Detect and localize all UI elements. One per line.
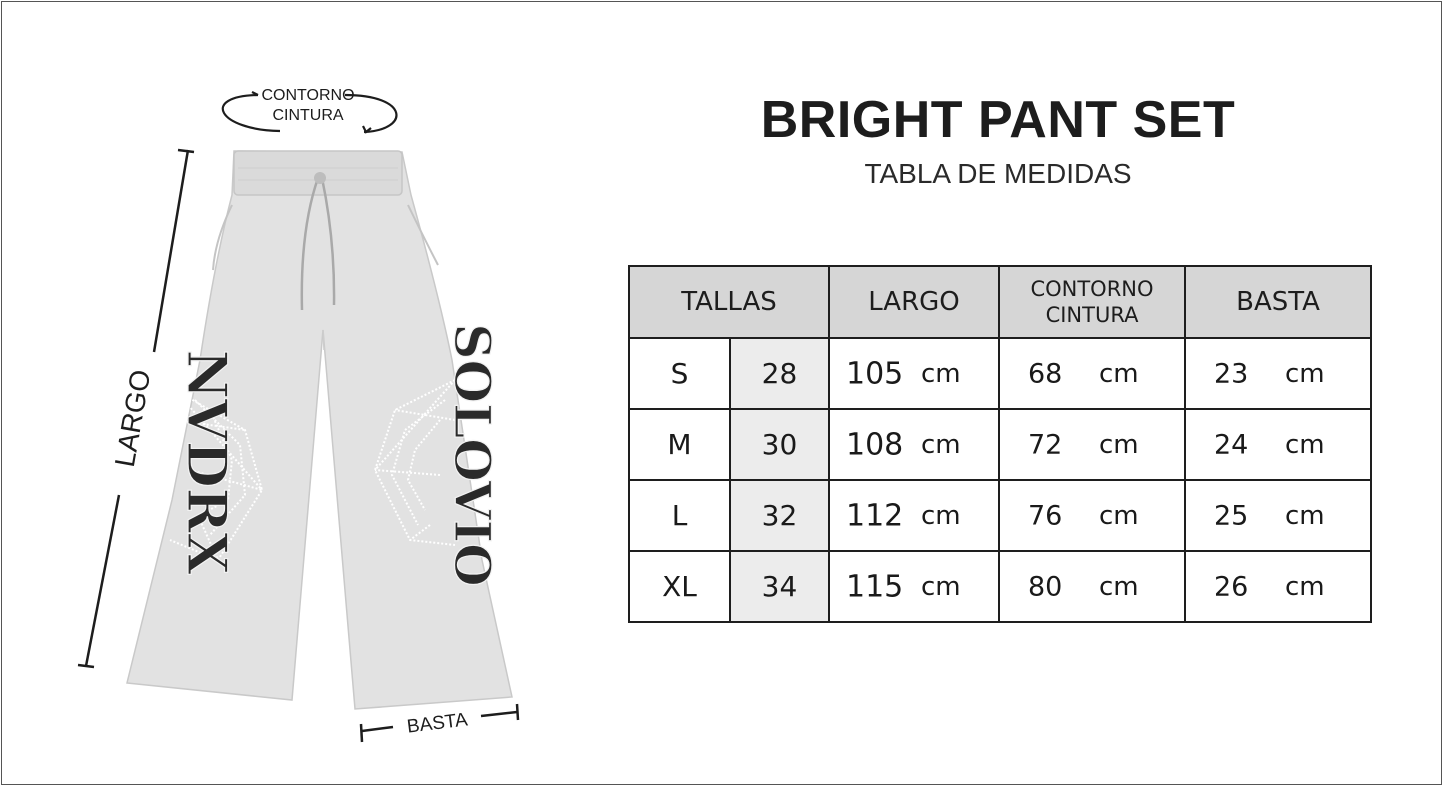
- unit-label: cm: [1099, 429, 1139, 460]
- gothic-print-right: [443, 323, 502, 586]
- hem-value: 26: [1214, 571, 1249, 602]
- unit-label: cm: [1099, 571, 1139, 602]
- hem-cell: [1185, 338, 1371, 409]
- size-letter-cell: L: [629, 480, 730, 551]
- waist-label-line1: CONTORNO: [261, 87, 355, 104]
- pants-measurement-diagram: [0, 0, 600, 788]
- size-number-cell: 32: [730, 480, 829, 551]
- waist-value: 80: [1028, 571, 1063, 602]
- length-cell: [829, 551, 999, 622]
- header-waist-line2: CINTURA: [1045, 303, 1139, 327]
- hem-label: BASTA: [405, 709, 469, 738]
- unit-label: cm: [1285, 571, 1325, 602]
- header-sizes: TALLAS: [629, 266, 829, 338]
- length-cell: [829, 480, 999, 551]
- table-row: [629, 409, 1371, 480]
- hem-value: 23: [1214, 358, 1249, 389]
- size-letter-cell: XL: [629, 551, 730, 622]
- header-waist: [999, 266, 1185, 338]
- table-row: [629, 480, 1371, 551]
- hem-value: 24: [1214, 429, 1249, 460]
- gothic-print-left: [175, 350, 239, 575]
- size-chart-table: [628, 265, 1372, 623]
- length-cell: [829, 409, 999, 480]
- size-letter-cell: S: [629, 338, 730, 409]
- unit-label: cm: [1285, 500, 1325, 531]
- waist-cell: [999, 551, 1185, 622]
- waist-label-line2: CINTURA: [272, 107, 344, 124]
- unit-label: cm: [921, 358, 961, 389]
- table-row: [629, 338, 1371, 409]
- size-number-cell: 28: [730, 338, 829, 409]
- print-text-left: NVDRX: [175, 349, 239, 575]
- hem-cell: [1185, 409, 1371, 480]
- header-waist-line1: CONTORNO: [1030, 277, 1154, 301]
- length-value: 112: [846, 498, 904, 533]
- unit-label: cm: [1285, 429, 1325, 460]
- hem-cell: [1185, 551, 1371, 622]
- length-cell: [829, 338, 999, 409]
- header-length: LARGO: [829, 266, 999, 338]
- unit-label: cm: [1285, 358, 1325, 389]
- waist-value: 76: [1028, 500, 1063, 531]
- length-value: 115: [846, 569, 904, 604]
- size-letter-cell: M: [629, 409, 730, 480]
- product-title: BRIGHT PANT SET: [760, 91, 1236, 149]
- waist-value: 68: [1028, 358, 1063, 389]
- length-value: 108: [846, 427, 904, 462]
- print-text-right: SOLOVIO: [443, 323, 502, 587]
- size-number-cell: 30: [730, 409, 829, 480]
- unit-label: cm: [921, 500, 961, 531]
- unit-label: cm: [921, 571, 961, 602]
- size-number-cell: 34: [730, 551, 829, 622]
- table-header-row: [629, 266, 1371, 338]
- waist-value: 72: [1028, 429, 1063, 460]
- unit-label: cm: [1099, 358, 1139, 389]
- unit-label: cm: [921, 429, 961, 460]
- size-chart-subtitle: TABLA DE MEDIDAS: [864, 158, 1132, 189]
- hem-cell: [1185, 480, 1371, 551]
- table-row: [629, 551, 1371, 622]
- waist-cell: [999, 409, 1185, 480]
- hem-value: 25: [1214, 500, 1249, 531]
- waist-cell: [999, 338, 1185, 409]
- unit-label: cm: [1099, 500, 1139, 531]
- length-value: 105: [846, 356, 904, 391]
- waist-cell: [999, 480, 1185, 551]
- length-label: LARGO: [108, 367, 157, 470]
- header-hem: BASTA: [1185, 266, 1371, 338]
- pants-illustration: [127, 151, 512, 709]
